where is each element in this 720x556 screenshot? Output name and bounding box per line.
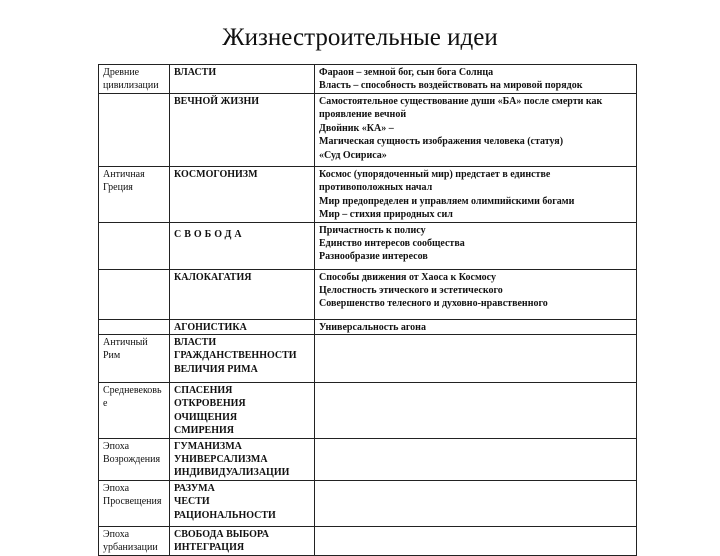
notes-cell	[315, 94, 637, 167]
cell-line: Разнообразие интересов	[319, 251, 428, 263]
cell-line: Древние	[103, 67, 140, 78]
cell-line: РАЦИОНАЛЬНОСТИ	[174, 509, 276, 521]
ideas-cell	[170, 335, 315, 383]
era-cell	[99, 269, 170, 319]
era-cell	[99, 222, 170, 269]
cell-line: ВЛАСТИ	[174, 67, 217, 78]
ideas-cell	[170, 319, 315, 334]
cell-line: Фараон – земной бог, сын бога Солнца	[319, 67, 494, 78]
cell-line: ИНТЕГРАЦИЯ	[174, 542, 245, 554]
ideas-cell	[170, 383, 315, 439]
notes-cell	[315, 335, 637, 383]
cell-line: Эпоха	[103, 440, 130, 452]
cell-line: ОТКРОВЕНИЯ	[174, 398, 246, 410]
cell-line: СВОБОДА	[174, 228, 245, 240]
cell-line: АГОНИСТИКА	[174, 321, 247, 333]
cell-line: «Суд Осириса»	[319, 149, 387, 161]
cell-line: ГУМАНИЗМА	[174, 440, 242, 452]
cell-line: Власть – способность воздействовать на мировой порядок	[319, 80, 583, 92]
table-row	[99, 269, 637, 319]
notes-cell	[315, 167, 637, 223]
cell-line: противоположных начал	[319, 182, 433, 194]
era-cell	[99, 167, 170, 223]
cell-line: КОСМОГОНИЗМ	[174, 169, 258, 180]
era-cell	[99, 480, 170, 526]
era-cell	[99, 526, 170, 555]
ideas-cell	[170, 222, 315, 269]
table-row	[99, 65, 637, 94]
era-cell	[99, 65, 170, 94]
ideas-cell	[170, 269, 315, 319]
cell-line: СВОБОДА ВЫБОРА	[174, 528, 269, 540]
cell-line: Греция	[103, 182, 133, 194]
cell-line: Возрождения	[103, 454, 161, 466]
notes-cell	[315, 526, 637, 555]
table-row	[99, 335, 637, 383]
table-row	[99, 383, 637, 439]
ideas-table	[98, 64, 637, 556]
era-cell	[99, 438, 170, 480]
table-row	[99, 167, 637, 223]
cell-line: урбанизации	[103, 542, 158, 554]
notes-cell	[315, 222, 637, 269]
cell-line: Космос (упорядоченный мир) предстает в единстве	[319, 169, 551, 180]
cell-line: Совершенство телесного и духовно-нравственного	[319, 298, 548, 310]
table-row	[99, 480, 637, 526]
table-row	[99, 222, 637, 269]
cell-line: Эпоха	[103, 482, 130, 494]
cell-line: ИНДИВИДУАЛИЗАЦИИ	[174, 467, 290, 479]
ideas-cell	[170, 526, 315, 555]
cell-line: Универсальность агона	[319, 321, 426, 333]
era-cell	[99, 319, 170, 334]
cell-line: Причастность к полису	[319, 224, 426, 236]
cell-line: цивилизации	[103, 80, 159, 92]
cell-line: ВЕЧНОЙ ЖИЗНИ	[174, 96, 260, 107]
cell-line: е	[103, 398, 108, 410]
cell-line: Античная	[103, 169, 145, 180]
cell-line: Единство интересов сообщества	[319, 238, 465, 250]
ideas-cell	[170, 438, 315, 480]
cell-line: Магическая сущность изображения человека (статуя)	[319, 136, 564, 148]
cell-line: ВЕЛИЧИЯ РИМА	[174, 363, 258, 375]
cell-line: ЧЕСТИ	[174, 496, 210, 508]
notes-cell	[315, 438, 637, 480]
page-title: Жизнестроительные идеи	[222, 24, 498, 51]
ideas-cell	[170, 94, 315, 167]
notes-cell	[315, 269, 637, 319]
cell-line: УНИВЕРСАЛИЗМА	[174, 454, 268, 466]
ideas-cell	[170, 65, 315, 94]
ideas-cell	[170, 167, 315, 223]
cell-line: Двойник «КА» –	[319, 122, 394, 134]
cell-line: СПАСЕНИЯ	[174, 385, 233, 397]
cell-line: проявление вечной	[319, 109, 407, 121]
cell-line: Эпоха	[103, 528, 130, 540]
cell-line: Просвещения	[103, 496, 162, 508]
cell-line: КАЛОКАГАТИЯ	[174, 271, 252, 283]
cell-line: ВЛАСТИ	[174, 337, 217, 349]
cell-line: Средневековь	[103, 385, 162, 397]
notes-cell	[315, 383, 637, 439]
notes-cell	[315, 65, 637, 94]
era-cell	[99, 94, 170, 167]
cell-line: Способы движения от Хаоса к Космосу	[319, 271, 496, 283]
table-row	[99, 526, 637, 555]
era-cell	[99, 335, 170, 383]
cell-line: Самостоятельное существование души «БА» после смерти как	[319, 96, 603, 107]
cell-line: ОЧИЩЕНИЯ	[174, 411, 238, 423]
notes-cell	[315, 319, 637, 334]
table-row	[99, 319, 637, 334]
cell-line: Античный	[103, 337, 148, 349]
cell-line: Мир – стихия природных сил	[319, 209, 453, 221]
cell-line: Рим	[103, 350, 121, 362]
ideas-cell	[170, 480, 315, 526]
cell-line: Мир предопределен и управляем олимпийскими богами	[319, 195, 575, 207]
notes-cell	[315, 480, 637, 526]
cell-line: Целостность этического и эстетического	[319, 285, 503, 297]
table-row	[99, 94, 637, 167]
cell-line: СМИРЕНИЯ	[174, 425, 234, 437]
table-row	[99, 438, 637, 480]
cell-line: ГРАЖДАНСТВЕННОСТИ	[174, 350, 297, 362]
cell-line: РАЗУМА	[174, 482, 215, 494]
era-cell	[99, 383, 170, 439]
